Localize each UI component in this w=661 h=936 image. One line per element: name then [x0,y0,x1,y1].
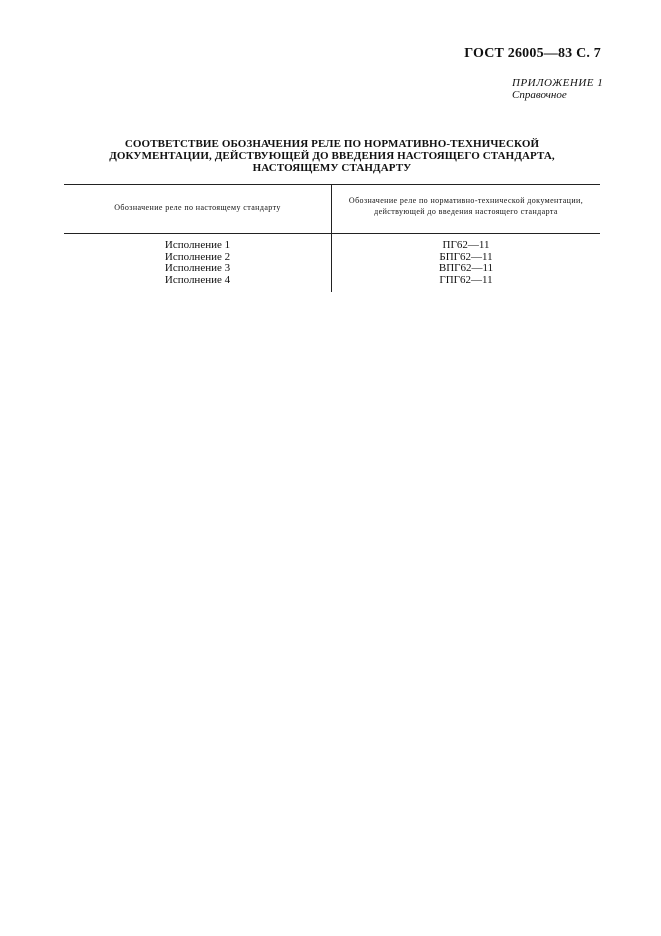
designation-table [64,184,600,292]
table-cell-previous: ПГ62—11 [442,239,490,251]
table-cell-previous: ГПГ62—11 [439,273,493,286]
table-header-rule [64,233,600,234]
appendix-block [512,77,603,101]
column-previous-values [332,240,600,286]
title-line: СООТВЕТСТВИЕ ОБОЗНАЧЕНИЯ РЕЛЕ ПО НОРМАТИВНО-ТЕХНИЧЕСКОЙ [124,138,540,150]
table-cell-previous: ВПГ62—11 [438,262,494,274]
table-cell-current: Исполнение 3 [164,262,231,274]
column-current-values [64,240,331,286]
table-cell-current: Исполнение 2 [164,250,231,263]
title-line: ДОКУМЕНТАЦИИ, ДЕЙСТВУЮЩЕЙ ДО ВВЕДЕНИЯ НАСТОЯЩЕГО СТАНДАРТА, [109,150,555,162]
table-cell-previous: БПГ62—11 [439,250,493,263]
column-header-previous: Обозначение реле по нормативно-технической документации, действующей до введения настоящего стандарта [348,196,584,216]
appendix-type: Справочное [512,89,567,101]
table-cell-current: Исполнение 4 [164,273,231,286]
table-top-rule [64,184,600,185]
title-line: НАСТОЯЩЕМУ СТАНДАРТУ [252,162,412,174]
table-cell-current: Исполнение 1 [164,239,231,251]
appendix-label: ПРИЛОЖЕНИЕ 1 [512,77,604,89]
column-header-current: Обозначение реле по настоящему стандарту [114,203,281,212]
table-title [64,138,600,174]
page-header: ГОСТ 26005—83 С. 7 [464,46,601,61]
